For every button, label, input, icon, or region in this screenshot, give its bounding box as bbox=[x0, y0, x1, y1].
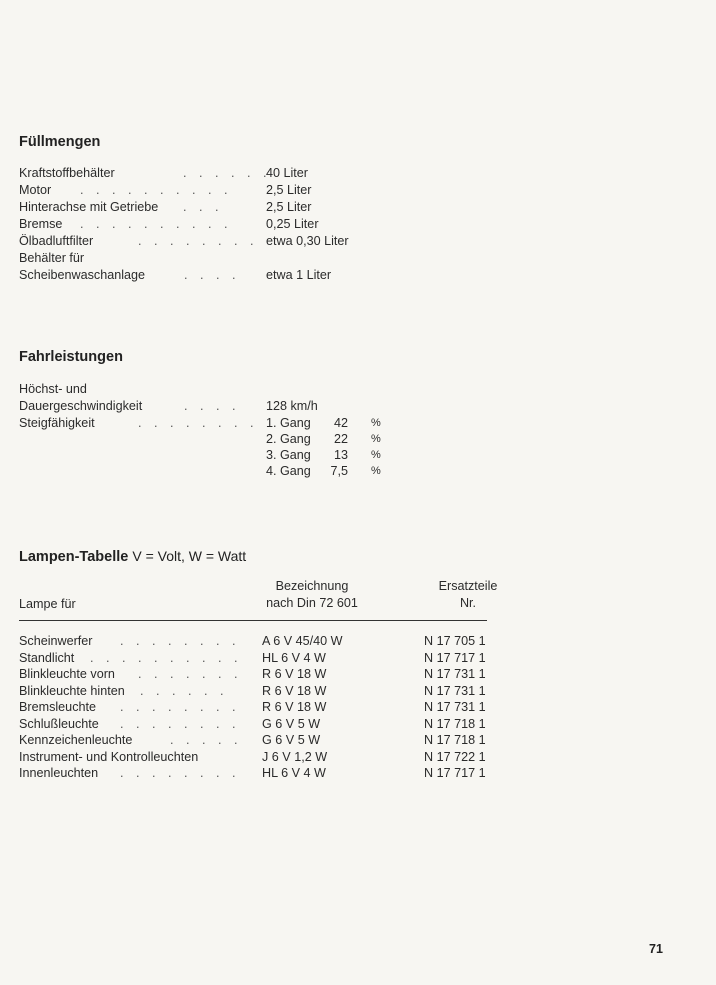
lampen-dots: . . . . . bbox=[170, 733, 242, 747]
gear-unit: % bbox=[371, 417, 381, 429]
fahr-label-line1: Höchst- und bbox=[19, 382, 87, 396]
gear-unit: % bbox=[371, 449, 381, 461]
lampen-bezeichnung: G 6 V 5 W bbox=[262, 733, 321, 747]
lampen-row bbox=[0, 666, 716, 682]
fuell-value: 2,5 Liter bbox=[266, 183, 312, 197]
lampen-label: Scheinwerfer bbox=[19, 634, 93, 648]
gear-name: 1. Gang bbox=[266, 416, 311, 430]
lampen-bezeichnung: A 6 V 45/40 W bbox=[262, 634, 343, 648]
lampen-ersatzteil-nr: N 17 722 1 bbox=[424, 749, 486, 764]
fuell-value: 2,5 Liter bbox=[266, 200, 312, 214]
lampen-ersatzteil-nr: N 17 731 1 bbox=[424, 700, 486, 714]
lampen-ersatzteil-nr: N 17 705 1 bbox=[424, 634, 486, 648]
lampen-row bbox=[0, 732, 716, 748]
heading-lampen bbox=[19, 548, 246, 565]
lampen-row bbox=[0, 699, 716, 715]
lampen-label: Schlußleuchte bbox=[19, 716, 99, 731]
lampen-label: Kennzeichenleuchte bbox=[19, 733, 133, 747]
lampen-dots: . . . . . . . . bbox=[120, 634, 240, 648]
gear-name: 2. Gang bbox=[266, 432, 311, 446]
lampen-row bbox=[0, 683, 716, 699]
lampen-bezeichnung: G 6 V 5 W bbox=[262, 716, 321, 731]
lampen-label: Instrument- und Kontrolleuchten bbox=[19, 749, 199, 764]
lampen-ersatzteil-nr: N 17 731 1 bbox=[424, 667, 486, 681]
lampen-bezeichnung: HL 6 V 4 W bbox=[262, 766, 326, 780]
page-number: 71 bbox=[649, 942, 663, 956]
fahr-label-climb: Steigfähigkeit bbox=[19, 416, 95, 430]
lampen-dots: . . . . . . . . bbox=[120, 716, 240, 731]
lampen-bezeichnung: J 6 V 1,2 W bbox=[262, 749, 328, 764]
lampen-ersatzteil-nr: N 17 718 1 bbox=[424, 716, 486, 731]
lampen-label: Bremsleuchte bbox=[19, 700, 96, 714]
fuell-dots: . . . bbox=[183, 200, 223, 214]
col-head-ers-line2: Nr. bbox=[459, 596, 477, 610]
fahr-row-speed bbox=[0, 398, 716, 414]
fuell-dots: . . . . . . . . . . bbox=[80, 217, 232, 231]
fuell-row bbox=[0, 250, 716, 266]
col-head-ers-line1: Ersatzteile bbox=[438, 579, 498, 593]
lampen-row bbox=[0, 765, 716, 781]
fuell-row bbox=[0, 165, 716, 181]
lampen-ersatzteil-nr: N 17 717 1 bbox=[424, 766, 486, 780]
lampen-dots: . . . . . . . . bbox=[120, 700, 240, 714]
lampen-bezeichnung: R 6 V 18 W bbox=[262, 683, 327, 698]
table-divider bbox=[19, 620, 487, 621]
fuell-label: Kraftstoffbehälter bbox=[19, 166, 115, 180]
lampen-label: Standlicht bbox=[19, 650, 75, 665]
fuell-row bbox=[0, 216, 716, 232]
gear-value: 13 bbox=[333, 448, 348, 462]
gear-value: 7,5 bbox=[330, 464, 348, 478]
fuell-row bbox=[0, 233, 716, 249]
gear-value: 42 bbox=[333, 416, 348, 430]
fuell-dots: . . . . . . bbox=[183, 166, 271, 180]
lampen-ersatzteil-nr: N 17 718 1 bbox=[424, 733, 486, 747]
lampen-row bbox=[0, 749, 716, 765]
col-head-lampe: Lampe für bbox=[19, 597, 76, 611]
lampen-row bbox=[0, 633, 716, 649]
gear-unit: % bbox=[371, 465, 381, 477]
heading-fuellmengen: Füllmengen bbox=[19, 134, 101, 150]
fuell-label: Ölbadluftfilter bbox=[19, 234, 94, 248]
lampen-subtitle: V = Volt, W = Watt bbox=[132, 548, 247, 564]
fuell-value: 40 Liter bbox=[266, 166, 309, 180]
fuell-row bbox=[0, 182, 716, 198]
fuell-label: Hinterachse mit Getriebe bbox=[19, 200, 159, 214]
lampen-row bbox=[0, 716, 716, 732]
lampen-row bbox=[0, 650, 716, 666]
gear-row bbox=[0, 431, 716, 447]
col-head-bez-line2: nach Din 72 601 bbox=[266, 596, 358, 610]
fuell-label: Bremse bbox=[19, 217, 63, 231]
fahr-dots-climb: . . . . . . . . bbox=[138, 416, 258, 430]
fuell-dots: . . . . . . . . . . bbox=[80, 183, 232, 197]
gear-name: 3. Gang bbox=[266, 448, 311, 462]
fahr-row-line1 bbox=[0, 381, 716, 397]
gear-name: 4. Gang bbox=[266, 464, 311, 478]
gear-row bbox=[0, 463, 716, 479]
lampen-label: Innenleuchten bbox=[19, 766, 99, 780]
fuell-value: 0,25 Liter bbox=[266, 217, 319, 231]
lampen-title: Lampen-Tabelle bbox=[19, 549, 129, 565]
lampen-dots: . . . . . . . . bbox=[120, 766, 240, 780]
lampen-label: Blinkleuchte vorn bbox=[19, 667, 115, 681]
col-head-bez-line1: Bezeichnung bbox=[275, 579, 349, 593]
fuell-label: Motor bbox=[19, 183, 52, 197]
lampen-dots: . . . . . . . . . . bbox=[90, 650, 242, 665]
lampen-dots: . . . . . . . bbox=[138, 667, 242, 681]
gear-row bbox=[0, 447, 716, 463]
lampen-bezeichnung: R 6 V 18 W bbox=[262, 667, 327, 681]
fuell-value: etwa 1 Liter bbox=[266, 268, 332, 282]
fuell-row bbox=[0, 267, 716, 283]
lampen-label: Blinkleuchte hinten bbox=[19, 683, 125, 698]
gear-value: 22 bbox=[333, 432, 348, 446]
gear-unit: % bbox=[371, 433, 381, 445]
fuell-row bbox=[0, 199, 716, 215]
lampen-bezeichnung: HL 6 V 4 W bbox=[262, 650, 326, 665]
gear-row bbox=[0, 415, 716, 431]
fuell-dots: . . . . bbox=[184, 268, 240, 282]
fahr-dots-speed: . . . . bbox=[184, 399, 240, 413]
lampen-dots: . . . . . . bbox=[140, 683, 228, 698]
fahr-value-speed: 128 km/h bbox=[266, 399, 318, 413]
lampen-ersatzteil-nr: N 17 731 1 bbox=[424, 683, 486, 698]
fuell-value: etwa 0,30 Liter bbox=[266, 234, 349, 248]
lampen-ersatzteil-nr: N 17 717 1 bbox=[424, 650, 486, 665]
lampen-bezeichnung: R 6 V 18 W bbox=[262, 700, 327, 714]
heading-fahrleistungen: Fahrleistungen bbox=[19, 349, 123, 365]
fuell-dots: . . . . . . . . bbox=[138, 234, 258, 248]
fuell-label: Scheibenwaschanlage bbox=[19, 268, 146, 282]
fahr-label-speed: Dauergeschwindigkeit bbox=[19, 399, 143, 413]
col-head-lampe-row bbox=[0, 596, 716, 612]
fuell-label: Behälter für bbox=[19, 251, 85, 265]
